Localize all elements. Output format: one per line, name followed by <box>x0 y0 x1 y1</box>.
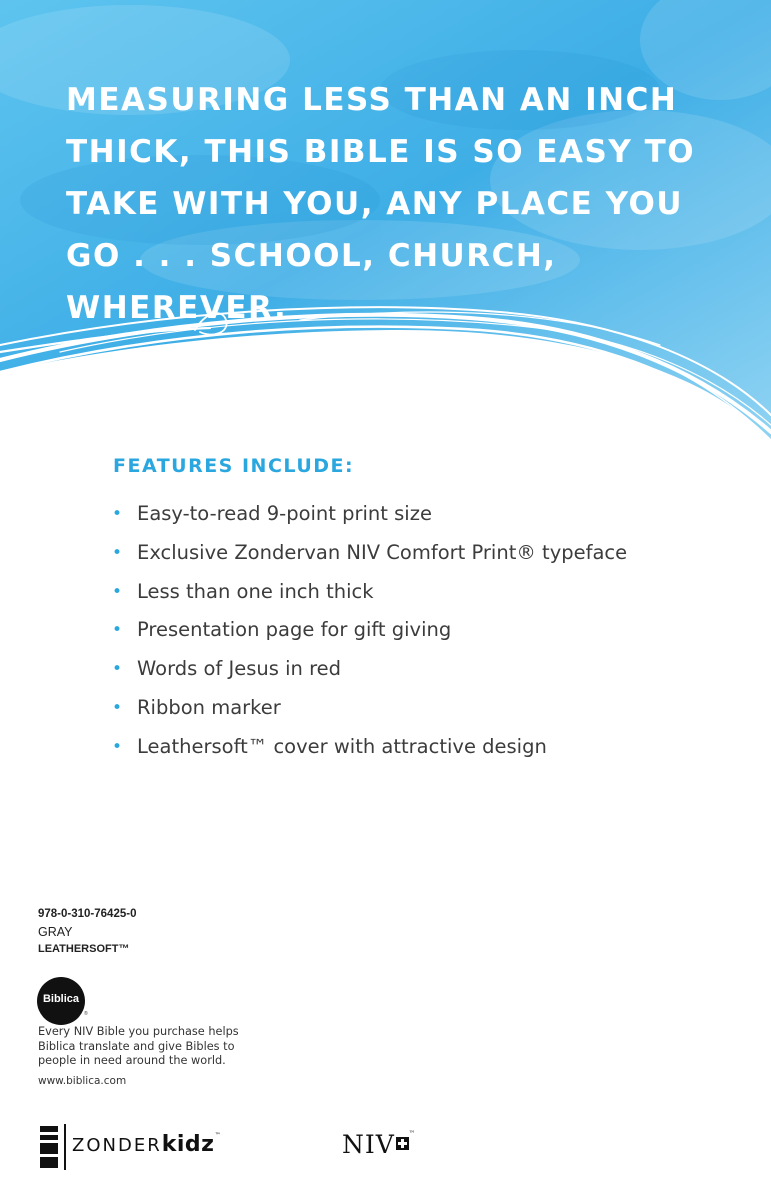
biblica-url: www.biblica.com <box>38 1075 127 1087</box>
feature-item <box>112 537 752 576</box>
headline: MEASURING LESS THAN AN INCH THICK, THIS BIBLE IS SO EASY TO TAKE WITH YOU, ANY PLACE YOU GO . . . SCHOOL, CHURCH, WHEREVER. <box>66 82 696 326</box>
bullet-icon: • <box>112 504 123 524</box>
registered-mark: ® <box>84 1011 88 1017</box>
logo-divider <box>64 1124 66 1170</box>
feature-text: Exclusive Zondervan NIV Comfort Print® typeface <box>137 540 628 564</box>
bullet-icon: • <box>112 542 123 563</box>
plus-box-icon <box>396 1137 409 1150</box>
feature-text: Easy-to-read 9-point print size <box>137 502 432 525</box>
bullet-icon: • <box>112 581 123 602</box>
bullet-icon: • <box>112 736 123 757</box>
feature-text: Words of Jesus in red <box>137 657 342 681</box>
feature-text: Presentation page for gift giving <box>137 618 452 642</box>
feature-text: Ribbon marker <box>137 695 281 719</box>
feature-text: Less than one inch thick <box>137 579 374 603</box>
feature-text: Leathersoft™ cover with attractive design <box>137 734 547 758</box>
zondervan-mark-icon <box>40 1126 58 1168</box>
isbn-number: 978-0-310-76425-0 <box>38 908 137 920</box>
biblica-logo <box>37 977 88 1025</box>
features-heading: FEATURES INCLUDE: <box>113 455 355 477</box>
brand-bold: kidz <box>161 1132 215 1157</box>
product-material: LEATHERSOFT™ <box>38 943 130 955</box>
brand-light: ZONDER <box>72 1135 162 1156</box>
niv-trademark: ™ <box>408 1130 415 1137</box>
trademark: ™ <box>214 1132 221 1139</box>
product-color: GRAY <box>38 925 73 939</box>
bullet-icon: • <box>112 697 123 718</box>
feature-item <box>112 653 752 692</box>
feature-item <box>112 731 752 770</box>
feature-item <box>112 614 752 653</box>
feature-item <box>112 692 752 731</box>
biblica-description: Every NIV Bible you purchase helps Biblica translate and give Bibles to people in need around the world. <box>38 1025 239 1067</box>
feature-item <box>112 576 752 615</box>
bullet-icon: • <box>112 620 123 641</box>
biblica-logo-text: Biblica <box>42 993 80 1005</box>
niv-text: NIV <box>342 1130 395 1159</box>
niv-logo <box>342 1130 415 1159</box>
zonderkidz-logo <box>72 1132 220 1157</box>
bullet-icon: • <box>112 659 123 680</box>
feature-item <box>112 498 752 537</box>
features-list <box>112 498 752 770</box>
